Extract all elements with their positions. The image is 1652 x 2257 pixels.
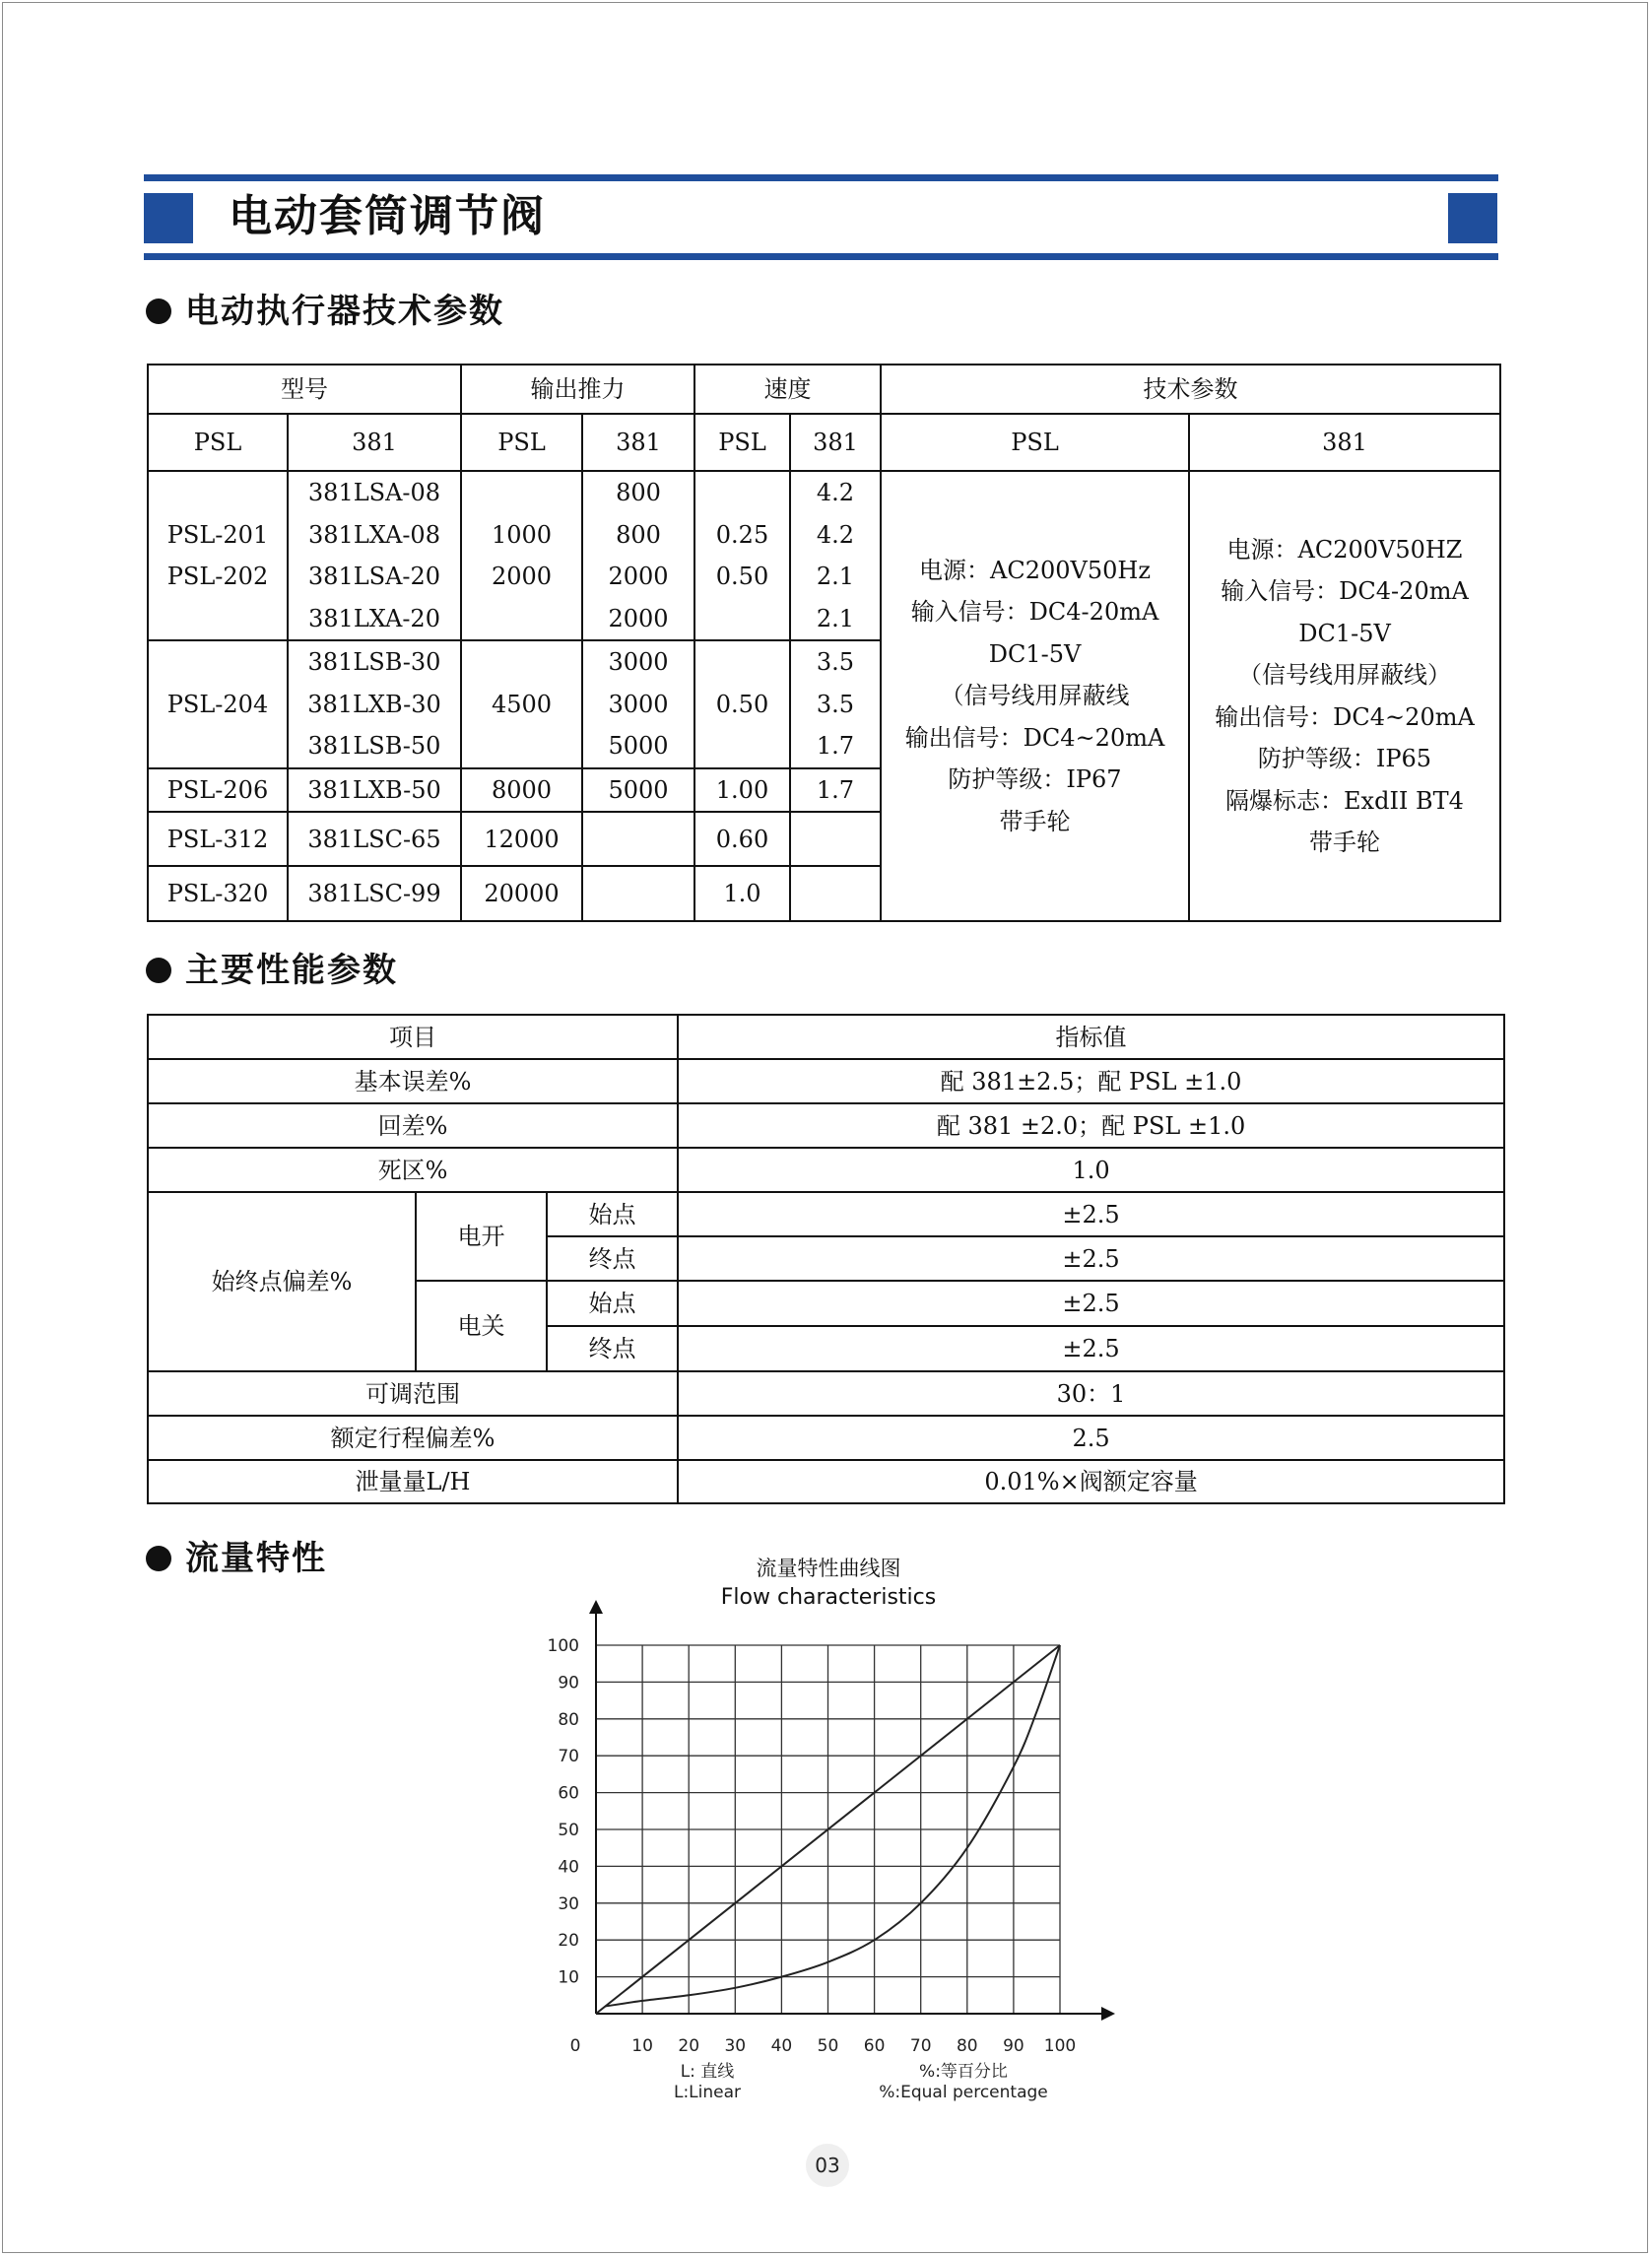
- x-tick-label: 10: [631, 2036, 653, 2056]
- cell-line: PSL-202: [166, 563, 269, 590]
- cell-line: 381LSB-30: [307, 648, 441, 677]
- bullet-icon: [146, 299, 171, 324]
- table-row: [148, 1148, 1504, 1192]
- title-rule-top: [144, 174, 1498, 181]
- cell-line: 381LSB-50: [307, 732, 441, 761]
- cell-line: 2000: [608, 604, 669, 632]
- legend-linear-en: L:Linear: [673, 2083, 742, 2102]
- section-title: 电动执行器技术参数: [185, 292, 504, 331]
- spec-line: 输出信号：DC4~20mA: [1215, 702, 1475, 731]
- psl-model-cell: PSL-312: [148, 812, 288, 866]
- speed-psl-cell: [694, 640, 790, 768]
- speed-psl-cell: 1.0: [694, 866, 790, 921]
- speed-psl-cell: 0.60: [694, 812, 790, 866]
- value-cell: ±2.5: [678, 1281, 1504, 1326]
- x-tick-label: 80: [956, 2036, 978, 2056]
- table-row: [148, 1371, 1504, 1416]
- thrust-psl-cell: 8000: [461, 768, 582, 812]
- spec-line: 电源：AC200V50Hz: [919, 556, 1151, 584]
- endpoint-label-cell: 始终点偏差%: [148, 1192, 416, 1371]
- table-row: [148, 1192, 1504, 1236]
- cell-line: 0.50: [715, 690, 769, 718]
- chart-subtitle: Flow characteristics: [720, 1585, 937, 1610]
- y-tick-label: 20: [558, 1931, 579, 1952]
- power-open-cell: 电开: [416, 1192, 547, 1281]
- thrust-psl-cell: 20000: [461, 866, 582, 921]
- cell-line: 2000: [491, 563, 553, 590]
- cell-line: 3000: [608, 690, 669, 718]
- header-model: 型号: [148, 365, 461, 414]
- x-tick-label: 60: [863, 2036, 886, 2056]
- section-heading-performance: [146, 949, 398, 992]
- cell-line: 381LXB-30: [307, 690, 441, 718]
- x-tick-label: 30: [724, 2036, 747, 2056]
- y-tick-label: 10: [558, 1967, 579, 1988]
- spec-line: 输入信号：DC4-20mA: [1221, 577, 1469, 605]
- thrust-381-cell: 5000: [582, 768, 694, 812]
- legend-equal-percentage: [879, 2062, 1048, 2102]
- header-tech: 技术参数: [881, 365, 1500, 414]
- y-tick-label: 80: [558, 1709, 579, 1730]
- cell-line: 3.5: [816, 648, 855, 677]
- x-tick-label: 100: [1043, 2036, 1077, 2056]
- x-tick-label: 20: [678, 2036, 700, 2056]
- 381-model-cell: [288, 640, 461, 768]
- cell-line: 2000: [608, 563, 669, 590]
- subheader-psl: PSL: [881, 414, 1189, 471]
- cell-line: 4.2: [816, 479, 855, 506]
- y-tick-label: 100: [547, 1636, 579, 1656]
- x-tick-label: 70: [909, 2036, 932, 2056]
- subheader-381: 381: [288, 414, 461, 471]
- y-tick-label: 70: [558, 1747, 579, 1767]
- thrust-psl-cell: 12000: [461, 812, 582, 866]
- value-cell: 0.01%×阀额定容量: [678, 1460, 1504, 1503]
- cell-line: 381LXA-20: [308, 604, 440, 632]
- page-number: 03: [806, 2144, 849, 2187]
- item-cell: 可调范围: [148, 1371, 678, 1416]
- thrust-381-cell: [582, 812, 694, 866]
- subheader-381: 381: [1189, 414, 1500, 471]
- psl-model-cell: [148, 640, 288, 768]
- spec-line: （信号线用屏蔽线）: [1238, 661, 1451, 689]
- value-cell: 配 381 ±2.0；配 PSL ±1.0: [678, 1103, 1504, 1148]
- y-tick-label: 90: [558, 1673, 579, 1693]
- cell-line: PSL-201: [166, 520, 269, 549]
- psl-model-cell: PSL-206: [148, 768, 288, 812]
- x-tick-label: 50: [817, 2036, 839, 2056]
- table-row: [148, 471, 1500, 640]
- spec-line: 隔爆标志：ExdII BT4: [1225, 786, 1464, 815]
- table-row: [148, 1460, 1504, 1503]
- section-heading-flow: [146, 1537, 327, 1580]
- subheader-psl: PSL: [461, 414, 582, 471]
- performance-table: [147, 1014, 1505, 1504]
- spec-line: 带手轮: [999, 807, 1071, 835]
- speed-381-cell: [790, 640, 881, 768]
- cell-line: 4500: [491, 690, 553, 718]
- cell-line: 800: [616, 520, 661, 549]
- spec-line: （信号线用屏蔽线: [940, 682, 1130, 710]
- cell-line: 800: [616, 479, 661, 506]
- subheader-psl: PSL: [148, 414, 288, 471]
- speed-381-cell: [790, 812, 881, 866]
- y-tick-label: 30: [558, 1893, 579, 1914]
- cell-line: 381LSA-20: [307, 563, 441, 590]
- subheader-381: 381: [582, 414, 694, 471]
- table-header-row: [148, 365, 1500, 414]
- cell-line: 3000: [608, 648, 669, 677]
- cell-line: PSL-204: [166, 690, 269, 718]
- header-item: 项目: [148, 1015, 678, 1059]
- cell-line: 4.2: [816, 520, 855, 549]
- 381-model-cell: 381LXB-50: [288, 768, 461, 812]
- value-cell: 2.5: [678, 1416, 1504, 1460]
- bullet-icon: [146, 1546, 171, 1571]
- title-square-right: [1448, 193, 1497, 243]
- table-subheader-row: [148, 414, 1500, 471]
- y-tick-label: 50: [558, 1821, 579, 1840]
- y-tick-label: 60: [558, 1783, 579, 1804]
- chart-ticks: [548, 1636, 1077, 2056]
- cell-line: 0.50: [715, 563, 769, 590]
- x-axis-arrow-icon: [1101, 2007, 1115, 2021]
- psl-model-cell: PSL-320: [148, 866, 288, 921]
- thrust-381-cell: [582, 866, 694, 921]
- cell-line: 2.1: [816, 604, 855, 632]
- end-point-cell: 终点: [547, 1236, 678, 1281]
- legend-linear: [674, 2062, 741, 2102]
- spec-line: 防护等级：IP65: [1257, 745, 1432, 772]
- section-title: 流量特性: [185, 1539, 327, 1578]
- cell-line: 5000: [608, 732, 669, 761]
- table-row: [148, 1416, 1504, 1460]
- thrust-psl-cell: [461, 640, 582, 768]
- speed-381-cell: 1.7: [790, 768, 881, 812]
- x-tick-label: 90: [1003, 2036, 1024, 2056]
- thrust-psl-cell: [461, 471, 582, 640]
- thrust-381-cell: [582, 471, 694, 640]
- cell-line: 3.5: [816, 690, 855, 718]
- cell-line: 1000: [491, 520, 553, 549]
- title-square-left: [144, 193, 193, 243]
- header-thrust: 输出推力: [461, 365, 694, 414]
- 381-model-cell: 381LSC-99: [288, 866, 461, 921]
- value-cell: ±2.5: [678, 1236, 1504, 1281]
- y-axis-arrow-icon: [589, 1600, 603, 1614]
- subheader-381: 381: [790, 414, 881, 471]
- header-speed: 速度: [694, 365, 881, 414]
- thrust-381-cell: [582, 640, 694, 768]
- tech-spec-381-cell: [1189, 471, 1500, 921]
- tech-spec-psl-cell: [881, 471, 1189, 921]
- spec-line: DC1-5V: [988, 639, 1082, 668]
- item-cell: 额定行程偏差%: [148, 1416, 678, 1460]
- chart-title: 流量特性曲线图: [756, 1557, 901, 1580]
- 381-model-cell: [288, 471, 461, 640]
- item-cell: 基本误差%: [148, 1059, 678, 1103]
- start-point-cell: 始点: [547, 1281, 678, 1326]
- cell-line: 2.1: [816, 563, 855, 590]
- table-row: [148, 1103, 1504, 1148]
- power-close-cell: 电关: [416, 1281, 547, 1371]
- subheader-psl: PSL: [694, 414, 790, 471]
- cell-line: 381LSA-08: [307, 479, 441, 506]
- spec-line: 带手轮: [1309, 829, 1380, 856]
- item-cell: 死区%: [148, 1148, 678, 1192]
- table-row: [148, 1059, 1504, 1103]
- table-header-row: [148, 1015, 1504, 1059]
- page-title: 电动套筒调节阀: [229, 191, 546, 241]
- cell-line: 0.25: [715, 520, 769, 549]
- actuator-spec-table: [147, 364, 1501, 922]
- speed-381-cell: [790, 471, 881, 640]
- origin-label: 0: [569, 2036, 581, 2056]
- value-cell: ±2.5: [678, 1326, 1504, 1371]
- spec-line: DC1-5V: [1298, 619, 1391, 647]
- header-value: 指标值: [678, 1015, 1504, 1059]
- x-tick-label: 40: [770, 2036, 793, 2056]
- flow-characteristics-chart: [532, 1547, 1143, 2108]
- speed-381-cell: [790, 866, 881, 921]
- bullet-icon: [146, 958, 171, 983]
- 381-model-cell: 381LSC-65: [288, 812, 461, 866]
- cell-line: 381LXA-08: [308, 520, 440, 549]
- speed-psl-cell: [694, 471, 790, 640]
- title-rule-bottom: [144, 253, 1498, 260]
- item-cell: 回差%: [148, 1103, 678, 1148]
- spec-line: 防护等级：IP67: [948, 765, 1122, 794]
- spec-line: 输出信号：DC4~20mA: [904, 723, 1165, 752]
- psl-model-cell: [148, 471, 288, 640]
- value-cell: 30：1: [678, 1371, 1504, 1416]
- section-title: 主要性能参数: [185, 951, 398, 990]
- spec-line: 输入信号：DC4-20mA: [910, 598, 1159, 627]
- legend-linear-cn: L: 直线: [680, 2062, 735, 2082]
- item-cell: 泄量量L/H: [148, 1460, 678, 1503]
- spec-line: 电源：AC200V50HZ: [1226, 535, 1463, 564]
- speed-psl-cell: 1.00: [694, 768, 790, 812]
- legend-equal-cn: %:等百分比: [919, 2062, 1008, 2082]
- value-cell: ±2.5: [678, 1192, 1504, 1236]
- cell-line: 1.7: [816, 732, 855, 761]
- y-tick-label: 40: [558, 1857, 579, 1878]
- value-cell: 配 381±2.5；配 PSL ±1.0: [678, 1059, 1504, 1103]
- legend-equal-en: %:Equal percentage: [879, 2083, 1048, 2102]
- end-point-cell: 终点: [547, 1326, 678, 1371]
- start-point-cell: 始点: [547, 1192, 678, 1236]
- section-heading-actuator: [146, 290, 504, 333]
- value-cell: 1.0: [678, 1148, 1504, 1192]
